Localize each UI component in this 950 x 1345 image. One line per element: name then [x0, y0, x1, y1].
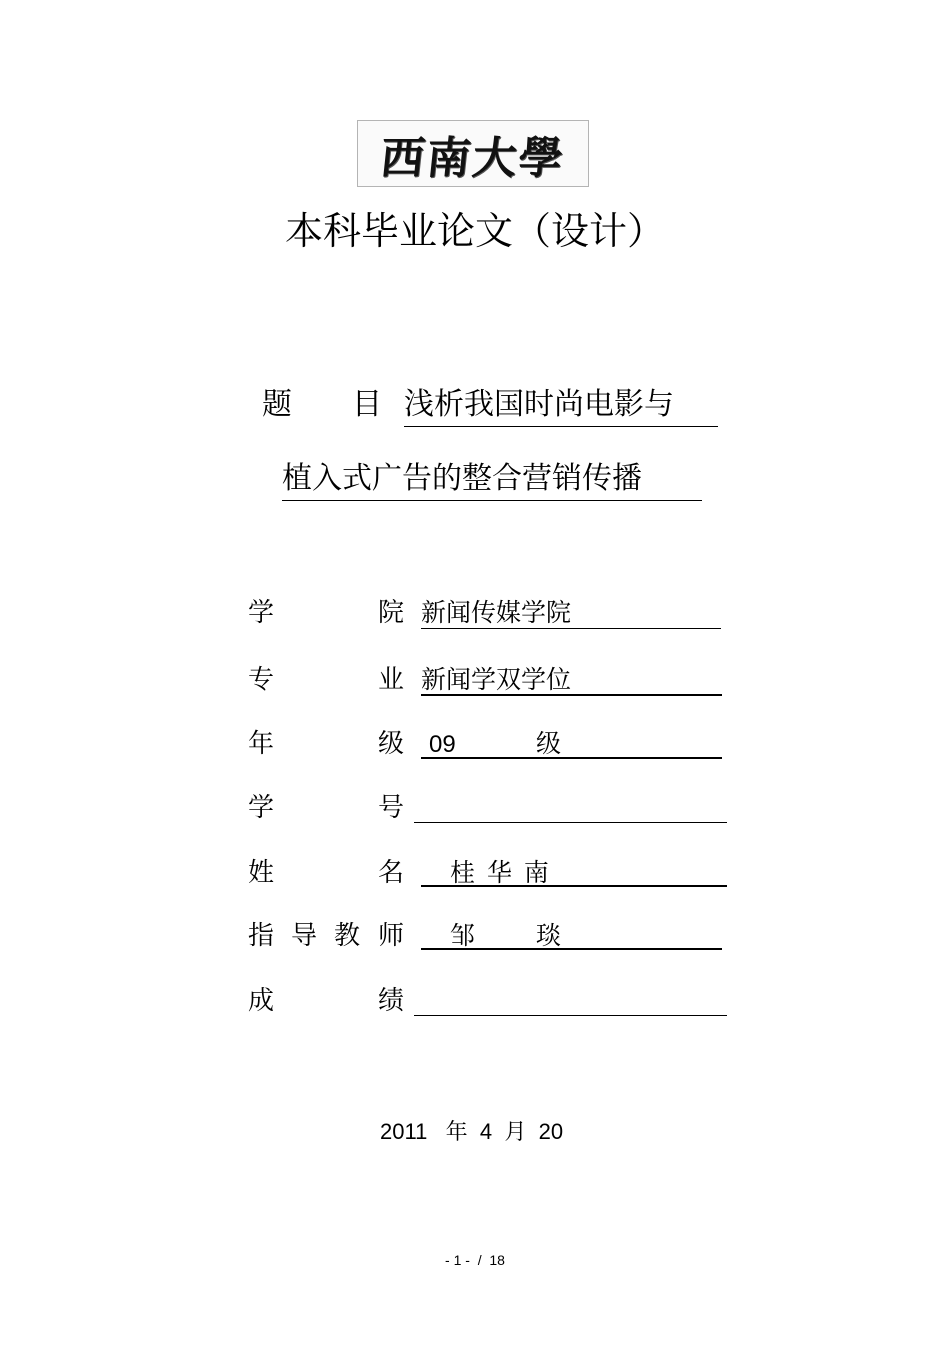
- advisor-label-4: 师: [378, 921, 405, 951]
- name-label-1: 姓: [248, 858, 275, 888]
- college-label-2: 院: [378, 598, 405, 628]
- grade-value-number: 09: [429, 731, 456, 758]
- advisor-label-2: 导: [291, 921, 318, 951]
- date-year: 2011: [380, 1119, 428, 1144]
- college-underline: [421, 628, 721, 629]
- submission-date: [380, 1116, 563, 1148]
- name-underline: [421, 885, 727, 887]
- advisor-label-3: 教: [334, 921, 361, 951]
- university-logo: [357, 120, 589, 187]
- college-label-1: 学: [248, 598, 275, 628]
- advisor-label-1: 指: [248, 921, 275, 951]
- topic-line-1: 浅析我国时尚电影与: [404, 384, 718, 427]
- college-value: 新闻传媒学院: [421, 598, 572, 627]
- name-value: 桂 华 南: [450, 858, 551, 887]
- grade-value-unit: 级: [536, 729, 562, 758]
- student-id-label-2: 号: [378, 793, 405, 823]
- student-id-label-1: 学: [248, 793, 275, 823]
- name-label-2: 名: [378, 858, 405, 888]
- major-label-2: 业: [378, 665, 405, 695]
- date-month-unit: 月: [504, 1120, 527, 1145]
- university-logo-text: 西南大學: [377, 132, 568, 184]
- advisor-underline: [421, 948, 722, 950]
- grade-label-1: 年: [248, 729, 275, 759]
- major-label-1: 专: [248, 665, 275, 695]
- advisor-value-2: 琰: [536, 921, 562, 950]
- topic-label-2: 目: [352, 387, 382, 422]
- date-year-unit: 年: [445, 1120, 468, 1145]
- document-title: 本科毕业论文（设计）: [284, 209, 665, 253]
- student-id-underline: [414, 822, 727, 823]
- topic-label-1: 题: [262, 387, 292, 422]
- major-value: 新闻学双学位: [421, 665, 572, 694]
- date-month: 4: [479, 1119, 493, 1144]
- score-label-2: 绩: [378, 986, 405, 1016]
- topic-line-2: 植入式广告的整合营销传播: [282, 458, 702, 501]
- advisor-value-1: 邹: [450, 921, 476, 950]
- score-label-1: 成: [248, 986, 275, 1016]
- grade-label-2: 级: [378, 729, 405, 759]
- major-underline: [421, 694, 722, 696]
- grade-underline: [421, 757, 722, 759]
- page-number: - 1 - / 18: [445, 1252, 505, 1268]
- date-day: 20: [538, 1119, 564, 1144]
- score-underline: [414, 1015, 727, 1016]
